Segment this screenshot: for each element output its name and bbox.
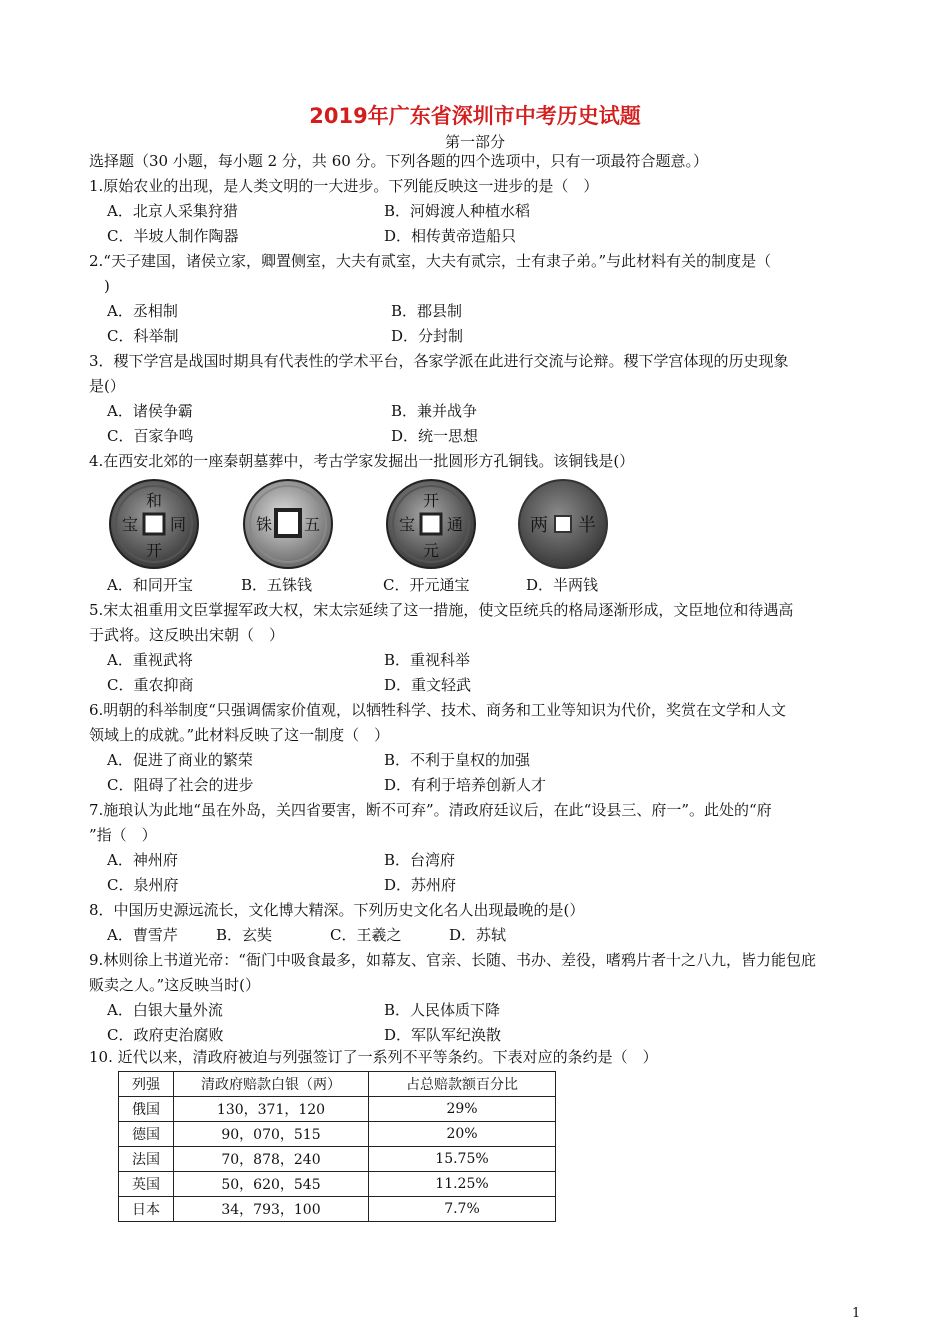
section-heading: 第一部分 (444, 133, 505, 151)
table-row (119, 1147, 556, 1172)
option-4b: B．五铢钱 (241, 576, 313, 594)
coin-c-char-top: 开 (422, 491, 440, 510)
option-1c: C．半坡人制作陶器 (107, 227, 239, 245)
question-5-cont: 于武将。这反映出宋朝（ ） (89, 626, 285, 644)
coin-c-char-right: 通 (446, 515, 464, 534)
table-header-silver: 清政府赔款白银（两） (174, 1072, 369, 1097)
exam-title: 2019年广东省深圳市中考历史试题 (309, 104, 641, 128)
question-7-cont: ”指（ ） (89, 826, 157, 844)
option-8d: D．苏轼 (449, 926, 507, 944)
option-3b: B．兼并战争 (391, 402, 478, 420)
question-2: 2.“天子建国，诸侯立家，卿置侧室，大夫有贰室，大夫有贰宗，士有隶子弟。”与此材料有关的制度是（ (89, 252, 772, 270)
coin-wuzhu-image (242, 478, 334, 570)
coin-a-char-left: 宝 (121, 515, 139, 534)
table-header-percent: 占总赔款额百分比 (369, 1072, 556, 1097)
option-5a: A．重视武将 (107, 651, 193, 669)
table-cell: 70，878，240 (174, 1147, 369, 1172)
option-1d: D．相传黄帝造船只 (384, 227, 517, 245)
question-7: 7.施琅认为此地“虽在外岛，关四省要害，断不可弃”。清政府廷议后，在此“设县三、府一”。此处的“府 (89, 801, 772, 819)
coin-c-char-bottom: 元 (422, 541, 440, 560)
instruction: 选择题（30 小题，每小题 2 分，共 60 分。下列各题的四个选项中，只有一项最符合题意。） (89, 152, 709, 170)
option-7b: B．台湾府 (384, 851, 456, 869)
option-9a: A．白银大量外流 (107, 1001, 223, 1019)
question-4: 4.在西安北郊的一座秦朝墓葬中，考古学家发掘出一批圆形方孔铜钱。该铜钱是(） (89, 452, 635, 470)
option-2a: A．丞相制 (107, 302, 178, 320)
table-row (119, 1197, 556, 1222)
coin-a-char-right: 同 (169, 515, 187, 534)
coin-d-char-right: 半 (578, 515, 596, 536)
table-cell: 15.75% (369, 1147, 556, 1172)
option-2b: B．郡县制 (391, 302, 463, 320)
question-10: 10. 近代以来，清政府被迫与列强签订了一系列不平等条约。下表对应的条约是（ ） (89, 1048, 658, 1066)
question-9-cont: 贩卖之人。”这反映当时(） (89, 976, 261, 994)
coin-hetong-kaibao-image (108, 478, 200, 570)
table-cell: 130，371，120 (174, 1097, 369, 1122)
option-5b: B．重视科举 (384, 651, 471, 669)
option-8c: C．王羲之 (330, 926, 402, 944)
table-cell: 90，070，515 (174, 1122, 369, 1147)
table-cell: 法国 (119, 1147, 174, 1172)
coin-kaiyuan-tongbao-image (385, 478, 477, 570)
page-number: 1 (852, 1306, 861, 1321)
table-row (119, 1122, 556, 1147)
option-7d: D．苏州府 (384, 876, 457, 894)
option-1b: B．河姆渡人种植水稻 (384, 202, 531, 220)
question-3-cont: 是(） (89, 377, 125, 395)
option-8a: A．曹雪芹 (107, 926, 178, 944)
question-1: 1.原始农业的出现，是人类文明的一大进步。下列能反映这一进步的是（ ） (89, 177, 599, 195)
option-6d: D．有利于培养创新人才 (384, 776, 547, 794)
option-8b: B．玄奘 (216, 926, 273, 944)
coin-b-char-right: 五 (303, 515, 321, 534)
coin-d-char-left: 两 (530, 515, 548, 536)
coin-b-char-left: 铢 (255, 515, 273, 534)
question-6-cont: 领域上的成就。”此材料反映了这一制度（ ） (89, 726, 390, 744)
coin-a-char-bottom: 开 (145, 541, 163, 560)
question-2-cont: ) (89, 277, 110, 295)
question-6: 6.明朝的科举制度“只强调儒家价值观，以牺牲科学、技术、商务和工业等知识为代价，奖赏在文学和人文 (89, 701, 786, 719)
coin-a-char-top: 和 (145, 491, 163, 510)
option-4d: D．半两钱 (526, 576, 599, 594)
table-row (119, 1172, 556, 1197)
option-7a: A．神州府 (107, 851, 178, 869)
table-row (119, 1097, 556, 1122)
table-header-power: 列强 (119, 1072, 174, 1097)
question-3: 3．稷下学宫是战国时期具有代表性的学术平台，各家学派在此进行交流与论辩。稷下学宫体现的历史现象 (89, 352, 789, 370)
table-cell: 29% (369, 1097, 556, 1122)
question-8: 8．中国历史源远流长，文化博大精深。下列历史文化名人出现最晚的是(） (89, 901, 585, 919)
option-4a: A．和同开宝 (107, 576, 193, 594)
option-2c: C．科举制 (107, 327, 179, 345)
option-5c: C．重农抑商 (107, 676, 194, 694)
table-cell: 日本 (119, 1197, 174, 1222)
option-5d: D．重文轻武 (384, 676, 472, 694)
table-cell: 11.25% (369, 1172, 556, 1197)
option-9c: C．政府吏治腐败 (107, 1026, 224, 1044)
option-1a: A．北京人采集狩猎 (107, 202, 238, 220)
option-3c: C．百家争鸣 (107, 427, 194, 445)
option-7c: C．泉州府 (107, 876, 179, 894)
option-3a: A．诸侯争霸 (107, 402, 193, 420)
coin-banliang-image (517, 478, 609, 570)
option-9b: B．人民体质下降 (384, 1001, 501, 1019)
option-3d: D．统一思想 (391, 427, 479, 445)
option-2d: D．分封制 (391, 327, 464, 345)
table-cell: 34，793，100 (174, 1197, 369, 1222)
table-cell: 俄国 (119, 1097, 174, 1122)
table-cell: 7.7% (369, 1197, 556, 1222)
table-cell: 20% (369, 1122, 556, 1147)
coin-c-char-left: 宝 (398, 515, 416, 534)
option-6b: B．不利于皇权的加强 (384, 751, 531, 769)
option-6a: A．促进了商业的繁荣 (107, 751, 253, 769)
question-9: 9.林则徐上书道光帝：“衙门中吸食最多，如幕友、官亲、长随、书办、差役，嗜鸦片者十之八九，皆力能包庇 (89, 951, 816, 969)
option-6c: C．阻碍了社会的进步 (107, 776, 254, 794)
question-5: 5.宋太祖重用文臣掌握军政大权，宋太宗延续了这一措施，使文臣统兵的格局逐渐形成，文臣地位和待遇高 (89, 601, 794, 619)
table-cell: 德国 (119, 1122, 174, 1147)
table-cell: 50，620，545 (174, 1172, 369, 1197)
indemnity-table (118, 1071, 556, 1222)
table-cell: 英国 (119, 1172, 174, 1197)
option-4c: C．开元通宝 (383, 576, 470, 594)
table-header-row (119, 1072, 556, 1097)
option-9d: D．军队军纪涣散 (384, 1026, 502, 1044)
